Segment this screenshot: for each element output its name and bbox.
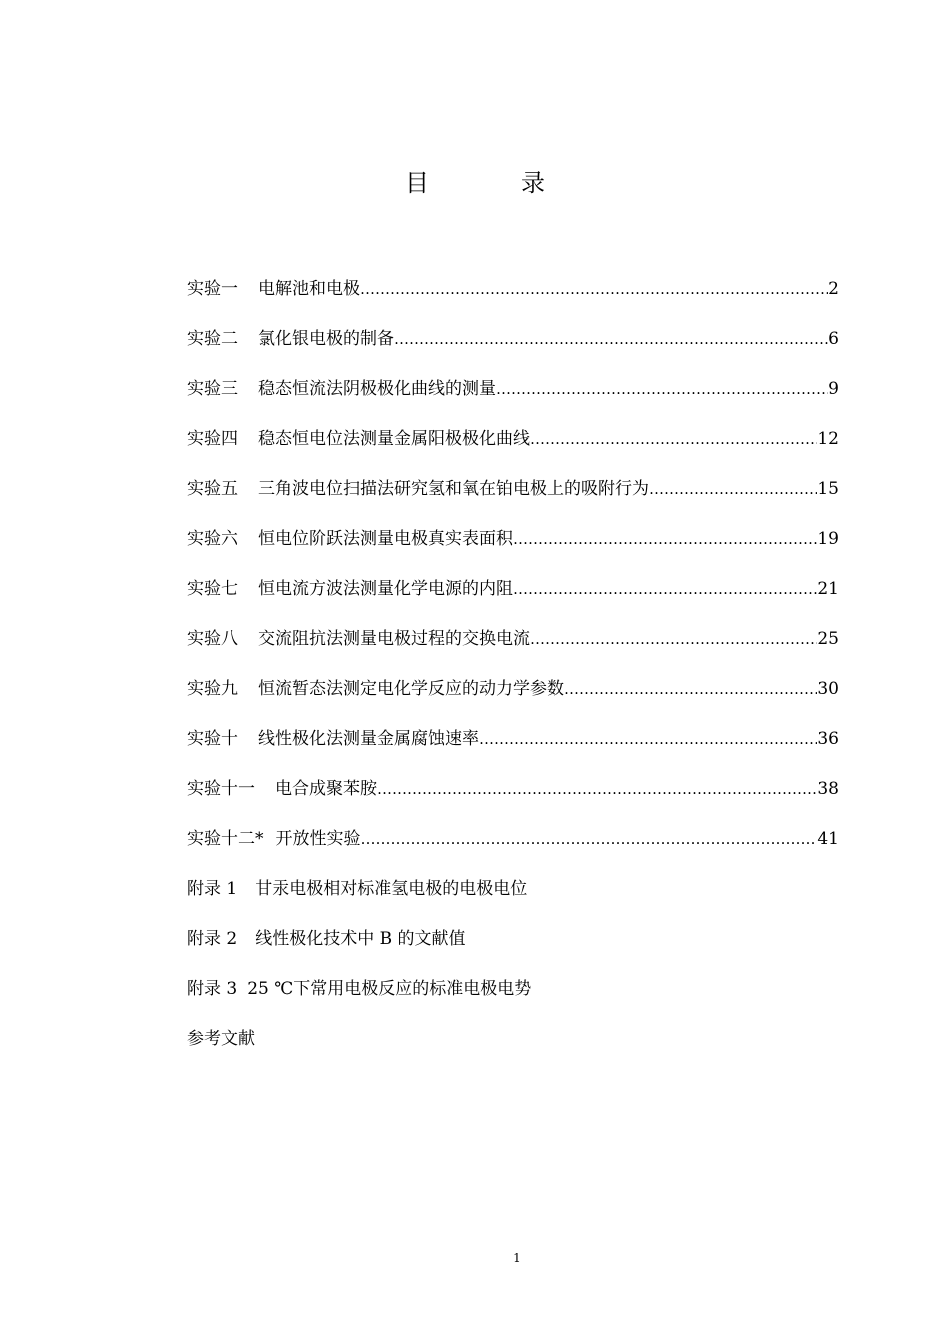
toc-leader-dots	[496, 376, 828, 402]
toc-entry[interactable]	[187, 276, 839, 302]
toc-entry-page: 41	[817, 829, 839, 849]
toc-entry-number: 实验八	[187, 629, 238, 649]
toc-entry-title: 稳态恒流法阴极极化曲线的测量	[258, 379, 496, 399]
appendix-title: 25 ℃下常用电极反应的标准电极电势	[247, 979, 532, 999]
toc-entry-page: 6	[828, 329, 839, 349]
references-entry[interactable]	[187, 1026, 255, 1052]
toc-entry[interactable]	[187, 526, 839, 552]
toc-entry-title: 稳态恒电位法测量金属阳极极化曲线	[258, 429, 530, 449]
toc-entry[interactable]	[187, 776, 839, 802]
page-title	[0, 166, 950, 200]
appendix-number: 附录 3	[187, 979, 238, 999]
appendix-title: 线性极化技术中 B 的文献值	[255, 929, 466, 949]
toc-entry-page: 19	[817, 529, 839, 549]
toc-entry-title: 开放性实验	[275, 829, 361, 849]
toc-entry[interactable]	[187, 376, 839, 402]
toc-entry[interactable]	[187, 676, 839, 702]
toc-entry-title: 恒电流方波法测量化学电源的内阻	[258, 579, 513, 599]
appendix-entry[interactable]	[187, 876, 527, 902]
toc-entry-title: 电解池和电极	[258, 279, 360, 299]
page-number: 1	[513, 1251, 521, 1265]
toc-leader-dots	[360, 276, 828, 302]
toc-entry-title: 恒流暂态法测定电化学反应的动力学参数	[258, 679, 564, 699]
toc-entry-page: 36	[817, 729, 839, 749]
toc-entry-page: 12	[817, 429, 839, 449]
toc-entry[interactable]	[187, 626, 839, 652]
toc-entry-number: 实验七	[187, 579, 238, 599]
toc-leader-dots	[479, 726, 817, 752]
toc-entry-title: 恒电位阶跃法测量电极真实表面积	[258, 529, 513, 549]
toc-entry-number: 实验十二*	[187, 829, 264, 849]
toc-entry-page: 9	[828, 379, 839, 399]
toc-leader-dots	[377, 776, 817, 802]
toc-entry-title: 电合成聚苯胺	[275, 779, 377, 799]
toc-entry-number: 实验一	[187, 279, 238, 299]
toc-entry-title: 交流阻抗法测量电极过程的交换电流	[258, 629, 530, 649]
toc-leader-dots	[649, 476, 817, 502]
toc-leader-dots	[564, 676, 817, 702]
toc-entry-number: 实验十一	[187, 779, 255, 799]
toc-entry-page: 38	[817, 779, 839, 799]
toc-entry[interactable]	[187, 476, 839, 502]
toc-entry-number: 实验九	[187, 679, 238, 699]
toc-leader-dots	[513, 576, 817, 602]
toc-leader-dots	[394, 326, 828, 352]
title-char-1: 目	[405, 169, 429, 197]
toc-entry-number: 实验六	[187, 529, 238, 549]
references-title: 参考文献	[187, 1029, 255, 1049]
appendix-title: 甘汞电极相对标准氢电极的电极电位	[255, 879, 528, 899]
toc-leader-dots	[513, 526, 817, 552]
toc-entry-title: 线性极化法测量金属腐蚀速率	[258, 729, 479, 749]
appendix-number: 附录 2	[187, 929, 238, 949]
toc-entry-number: 实验二	[187, 329, 238, 349]
toc-entry-page: 25	[817, 629, 839, 649]
toc-entry-page: 30	[817, 679, 839, 699]
toc-entry[interactable]	[187, 726, 839, 752]
toc-entry-title: 三角波电位扫描法研究氢和氧在铂电极上的吸附行为	[258, 479, 649, 499]
toc-leader-dots	[361, 826, 818, 852]
toc-entry-page: 21	[817, 579, 839, 599]
toc-entry-number: 实验三	[187, 379, 238, 399]
toc-leader-dots	[530, 426, 817, 452]
toc-entry[interactable]	[187, 826, 839, 852]
toc-entry-page: 15	[817, 479, 839, 499]
toc-entry-number: 实验四	[187, 429, 238, 449]
toc-entry-title: 氯化银电极的制备	[258, 329, 394, 349]
toc-leader-dots	[530, 626, 817, 652]
title-char-2: 录	[521, 169, 545, 197]
toc-entry-number: 实验五	[187, 479, 238, 499]
toc-entry-number: 实验十	[187, 729, 238, 749]
toc-entry-page: 2	[828, 279, 839, 299]
toc-entry[interactable]	[187, 576, 839, 602]
appendix-number: 附录 1	[187, 879, 238, 899]
toc-entry[interactable]	[187, 326, 839, 352]
toc-entry[interactable]	[187, 426, 839, 452]
appendix-entry[interactable]	[187, 976, 531, 1002]
appendix-entry[interactable]	[187, 926, 466, 952]
